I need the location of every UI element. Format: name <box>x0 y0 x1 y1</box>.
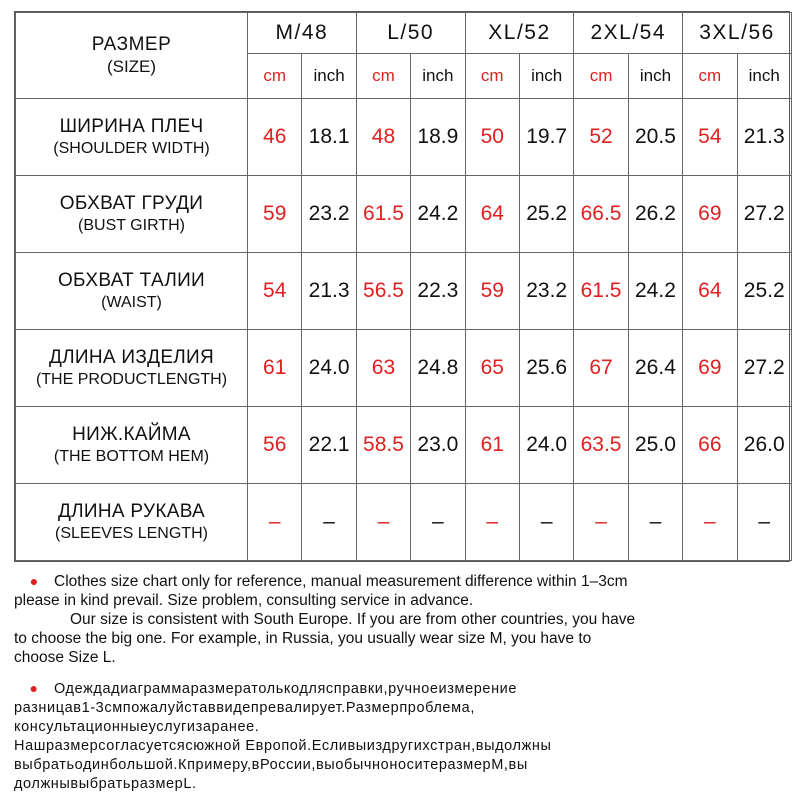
value-cm: 63 <box>356 330 410 407</box>
value-inch: 24.2 <box>628 253 682 330</box>
value-cm: 61 <box>248 330 302 407</box>
note-ru-line-1: Одеждадиаграммаразмератолькодляcправки,ручноеизмерение <box>54 681 518 697</box>
value-cm: 67 <box>574 330 628 407</box>
row-label-en: (BUST GIRTH) <box>78 216 185 234</box>
value-cm: 59 <box>465 253 519 330</box>
note-en-line-1: Clothes size chart only for reference, manual measurement difference within 1–3cm <box>54 573 628 590</box>
row-label-en: (THE PRODUCTLENGTH) <box>35 370 228 388</box>
row-label-en: (WAIST) <box>101 293 162 311</box>
value-cm: 59 <box>248 176 302 253</box>
row-label <box>16 330 248 407</box>
bullet-icon: ● <box>29 680 39 696</box>
value-cm: 56.5 <box>356 253 410 330</box>
note-en-line-2: please in kind prevail. Size problem, consulting service in advance. <box>14 592 474 609</box>
size-header-row <box>16 13 792 54</box>
value-inch: 24.8 <box>411 330 465 407</box>
value-inch: 26.2 <box>628 176 682 253</box>
value-cm: 61.5 <box>356 176 410 253</box>
unit-cm-label: cm <box>683 54 737 99</box>
row-label-ru: ШИРИНА ПЛЕЧ <box>59 116 204 138</box>
size-table <box>15 12 792 561</box>
value-cm: 66.5 <box>574 176 628 253</box>
size-corner-cell <box>16 13 248 99</box>
note-ru-line-3: консультационныеуслугизаранее. <box>14 719 260 735</box>
value-inch: 25.2 <box>737 253 791 330</box>
value-cm: 64 <box>465 176 519 253</box>
unit-cm-label: cm <box>356 54 410 99</box>
row-label <box>16 407 248 484</box>
size-header-2xl: 2XL/54 <box>574 13 683 54</box>
size-chart-table <box>14 11 790 562</box>
value-inch: 22.3 <box>411 253 465 330</box>
note-russian <box>14 679 790 794</box>
note-en-line <box>14 610 790 629</box>
value-cm: 52 <box>574 99 628 176</box>
value-inch: 19.7 <box>519 99 573 176</box>
row-label-ru: ДЛИНА ИЗДЕЛИЯ <box>48 347 215 369</box>
value-cm: – <box>574 484 628 561</box>
unit-cm-label: cm <box>574 54 628 99</box>
note-en-line-3: Our size is consistent with South Europe. If you are from other countries, you have <box>70 611 636 628</box>
value-inch: 23.2 <box>302 176 356 253</box>
size-label-ru: РАЗМЕР <box>91 33 172 55</box>
note-ru-line-6: должнывыбратьразмерL. <box>14 776 197 792</box>
note-ru-line-2: разницав1-3смпожалуйставвидепревалирует.Размерпроблема, <box>14 700 475 716</box>
size-table-body <box>16 99 792 561</box>
note-en-line-5: choose Size L. <box>14 649 116 666</box>
note-english <box>14 572 790 667</box>
value-inch: – <box>519 484 573 561</box>
unit-cm-label: cm <box>248 54 302 99</box>
note-ru-line-4: Нашразмерсогласуетсясюжной Европой.Есливыиздругихстран,выдолжны <box>14 738 552 754</box>
value-inch: 24.0 <box>519 407 573 484</box>
unit-inch-label: inch <box>628 54 682 99</box>
value-cm: 61.5 <box>574 253 628 330</box>
value-cm: – <box>356 484 410 561</box>
table-row <box>16 330 792 407</box>
value-inch: 23.2 <box>519 253 573 330</box>
value-inch: 25.0 <box>628 407 682 484</box>
value-cm: 56 <box>248 407 302 484</box>
value-inch: 27.2 <box>737 330 791 407</box>
value-cm: 50 <box>465 99 519 176</box>
row-label-ru: НИЖ.КАЙМА <box>72 424 191 446</box>
value-cm: 69 <box>683 176 737 253</box>
row-label <box>16 99 248 176</box>
value-inch: 22.1 <box>302 407 356 484</box>
value-inch: 26.0 <box>737 407 791 484</box>
bullet-icon: ● <box>29 573 39 589</box>
note-en-line-4: to choose the big one. For example, in Russia, you usually wear size M, you have to <box>14 630 592 647</box>
note-en-line <box>14 572 790 591</box>
note-ru-line-5: выбратьодинбольшой.Кпримеру,вРоссии,выобычноноситеразмерМ,вы <box>14 757 528 773</box>
value-inch: 23.0 <box>411 407 465 484</box>
value-inch: 25.6 <box>519 330 573 407</box>
value-inch: 24.0 <box>302 330 356 407</box>
value-inch: – <box>411 484 465 561</box>
row-label <box>16 176 248 253</box>
size-header-xl: XL/52 <box>465 13 574 54</box>
value-inch: 20.5 <box>628 99 682 176</box>
value-cm: 69 <box>683 330 737 407</box>
notes-section <box>14 572 790 794</box>
unit-inch-label: inch <box>411 54 465 99</box>
unit-inch-label: inch <box>737 54 791 99</box>
size-label-en: (SIZE) <box>106 56 157 76</box>
table-row <box>16 253 792 330</box>
value-inch: 18.1 <box>302 99 356 176</box>
unit-inch-label: inch <box>302 54 356 99</box>
value-inch: 21.3 <box>737 99 791 176</box>
value-inch: 18.9 <box>411 99 465 176</box>
row-label-en: (THE BOTTOM HEM) <box>53 447 210 465</box>
value-cm: – <box>683 484 737 561</box>
row-label <box>16 484 248 561</box>
value-inch: 24.2 <box>411 176 465 253</box>
value-cm: 58.5 <box>356 407 410 484</box>
value-inch: 25.2 <box>519 176 573 253</box>
unit-cm-label: cm <box>465 54 519 99</box>
note-ru-line <box>14 679 790 699</box>
row-label-ru: ОБХВАТ ТАЛИИ <box>57 270 206 292</box>
value-cm: – <box>465 484 519 561</box>
row-label-en: (SLEEVES LENGTH) <box>55 524 208 542</box>
size-header-m: M/48 <box>248 13 357 54</box>
value-inch: 27.2 <box>737 176 791 253</box>
value-inch: 26.4 <box>628 330 682 407</box>
value-cm: 54 <box>248 253 302 330</box>
value-cm: 65 <box>465 330 519 407</box>
value-cm: 54 <box>683 99 737 176</box>
table-row <box>16 176 792 253</box>
size-header-l: L/50 <box>356 13 465 54</box>
value-inch: 21.3 <box>302 253 356 330</box>
value-cm: 48 <box>356 99 410 176</box>
value-cm: 63.5 <box>574 407 628 484</box>
row-label-en: (SHOULDER WIDTH) <box>53 139 210 157</box>
value-cm: 46 <box>248 99 302 176</box>
row-label-ru: ДЛИНА РУКАВА <box>57 501 206 523</box>
value-inch: – <box>628 484 682 561</box>
row-label-ru: ОБХВАТ ГРУДИ <box>59 193 204 215</box>
value-inch: – <box>302 484 356 561</box>
table-row <box>16 407 792 484</box>
table-row <box>16 484 792 561</box>
value-inch: – <box>737 484 791 561</box>
value-cm: 66 <box>683 407 737 484</box>
row-label <box>16 253 248 330</box>
value-cm: 61 <box>465 407 519 484</box>
unit-inch-label: inch <box>519 54 573 99</box>
size-header-3xl: 3XL/56 <box>683 13 792 54</box>
value-cm: – <box>248 484 302 561</box>
value-cm: 64 <box>683 253 737 330</box>
table-row <box>16 99 792 176</box>
